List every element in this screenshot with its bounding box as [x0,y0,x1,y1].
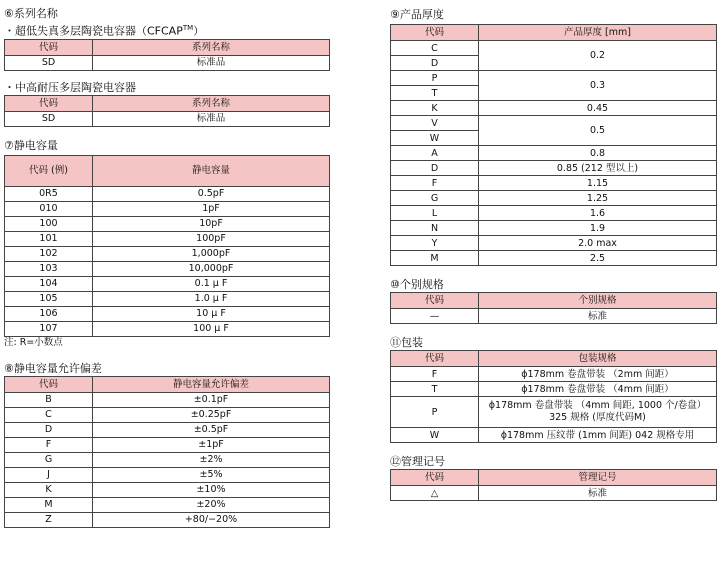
table-row: 105 1.0 μ F [5,291,330,306]
table-row: T ϕ178mm 卷盘带装 （4mm 间距） [391,382,717,397]
table-row: SD 标准品 [5,111,330,126]
table-row: Y 2.0 max [391,236,717,251]
table-row: K 0.45 [391,101,717,116]
table-row: — 标准 [391,309,717,324]
table-row: A 0.8 [391,146,717,161]
table-row: 104 0.1 μ F [5,276,330,291]
table-row: 103 10,000pF [5,261,330,276]
table-row: SD 标准品 [5,55,330,70]
capacitance-table: 代码 (例) 静电容量 0R5 0.5pF 010 1pF 100 10pF 101 100pF 102 1,000pF 103 10,000pF 104 0.1 μ F 105 1.0 μ F 106 10 μ F 107 100 μ F [4,155,330,337]
thickness-table: 代码 产品厚度 [mm] C 0.2 D P 0.3 T K 0.45 V 0.5 W A 0.8 D 0.85 (212 型以上) F 1.15 G 1.25 L 1.6 N 1.9 Y 2.0 max M 2.5 [390,24,717,266]
table-row: C 0.2 [391,41,717,56]
thickness-heading: ⑨产品厚度 [390,8,444,21]
table-row: V 0.5 [391,116,717,131]
right-column [390,0,717,501]
control-mark-table: 代码 管理记号 △ 标准 [390,469,717,501]
table-row: W [391,131,717,146]
table-row: 101 100pF [5,231,330,246]
table-row: 106 10 μ F [5,306,330,321]
table-row: P ϕ178mm 卷盘带装 （4mm 间距, 1000 个/卷盘） 325 规格 (厚度代码M) [391,397,717,428]
table-row: W ϕ178mm 压纹带 (1mm 间距) 042 规格专用 [391,428,717,443]
table-row: T [391,86,717,101]
table-row: F 1.15 [391,176,717,191]
capacitance-heading: ⑦静电容量 [4,138,58,152]
table-row: G 1.25 [391,191,717,206]
table-row: 010 1pF [5,201,330,216]
table-row: 0R5 0.5pF [5,186,330,201]
table-row: F ±1pF [5,437,330,452]
individual-spec-heading: ⑩个别规格 [390,278,444,291]
table-row: D 0.85 (212 型以上) [391,161,717,176]
series-name-table-1: 代码 系列名称 SD 标准品 [4,39,330,71]
table-row: L 1.6 [391,206,717,221]
series-name-heading: ⑥系列名称 [4,7,58,20]
table-row: 102 1,000pF [5,246,330,261]
table-row: M ±20% [5,497,330,512]
table-row: D [391,56,717,71]
decimal-point-note: 注: R=小数点 [4,336,63,348]
series-name-table-2: 代码 系列名称 SD 标准品 [4,95,330,127]
packaging-heading: ⑪包装 [390,336,423,349]
tolerance-table: 代码 静电容量允许偏差 B ±0.1pF C ±0.25pF D ±0.5pF F ±1pF G ±2% J ±5% K ±10% M ±20% Z +80/−20% [4,376,330,528]
table-row: M 2.5 [391,251,717,266]
packaging-table: 代码 包装规格 F ϕ178mm 卷盘带装 （2mm 间距） T ϕ178mm 卷盘带装 （4mm 间距） P ϕ178mm 卷盘带装 （4mm 间距, 1000 个/卷盘） 325 规格 (厚度代码M) W ϕ178mm 压纹带 (1mm 间距) 042 规格专用 [390,350,717,443]
table-row: P 0.3 [391,71,717,86]
table-row: J ±5% [5,467,330,482]
ultra-low-distortion-subheading: ・超低失真多层陶瓷电容器（CFCAP™） [4,24,205,38]
tolerance-heading: ⑧静电容量允许偏差 [4,361,102,375]
table-row: C ±0.25pF [5,407,330,422]
control-mark-heading: ⑫管理记号 [390,455,445,468]
left-column [4,0,330,528]
table-row: Z +80/−20% [5,512,330,527]
table-row: G ±2% [5,452,330,467]
table-row: D ±0.5pF [5,422,330,437]
table-row: N 1.9 [391,221,717,236]
table-row: F ϕ178mm 卷盘带装 （2mm 间距） [391,367,717,382]
table-row: B ±0.1pF [5,392,330,407]
table-row: 100 10pF [5,216,330,231]
table-row: △ 标准 [391,486,717,501]
table-row: 107 100 μ F [5,321,330,336]
mid-high-voltage-subheading: ・中高耐压多层陶瓷电容器 [4,80,136,94]
individual-spec-table: 代码 个别规格 — 标准 [390,292,717,324]
table-row: K ±10% [5,482,330,497]
